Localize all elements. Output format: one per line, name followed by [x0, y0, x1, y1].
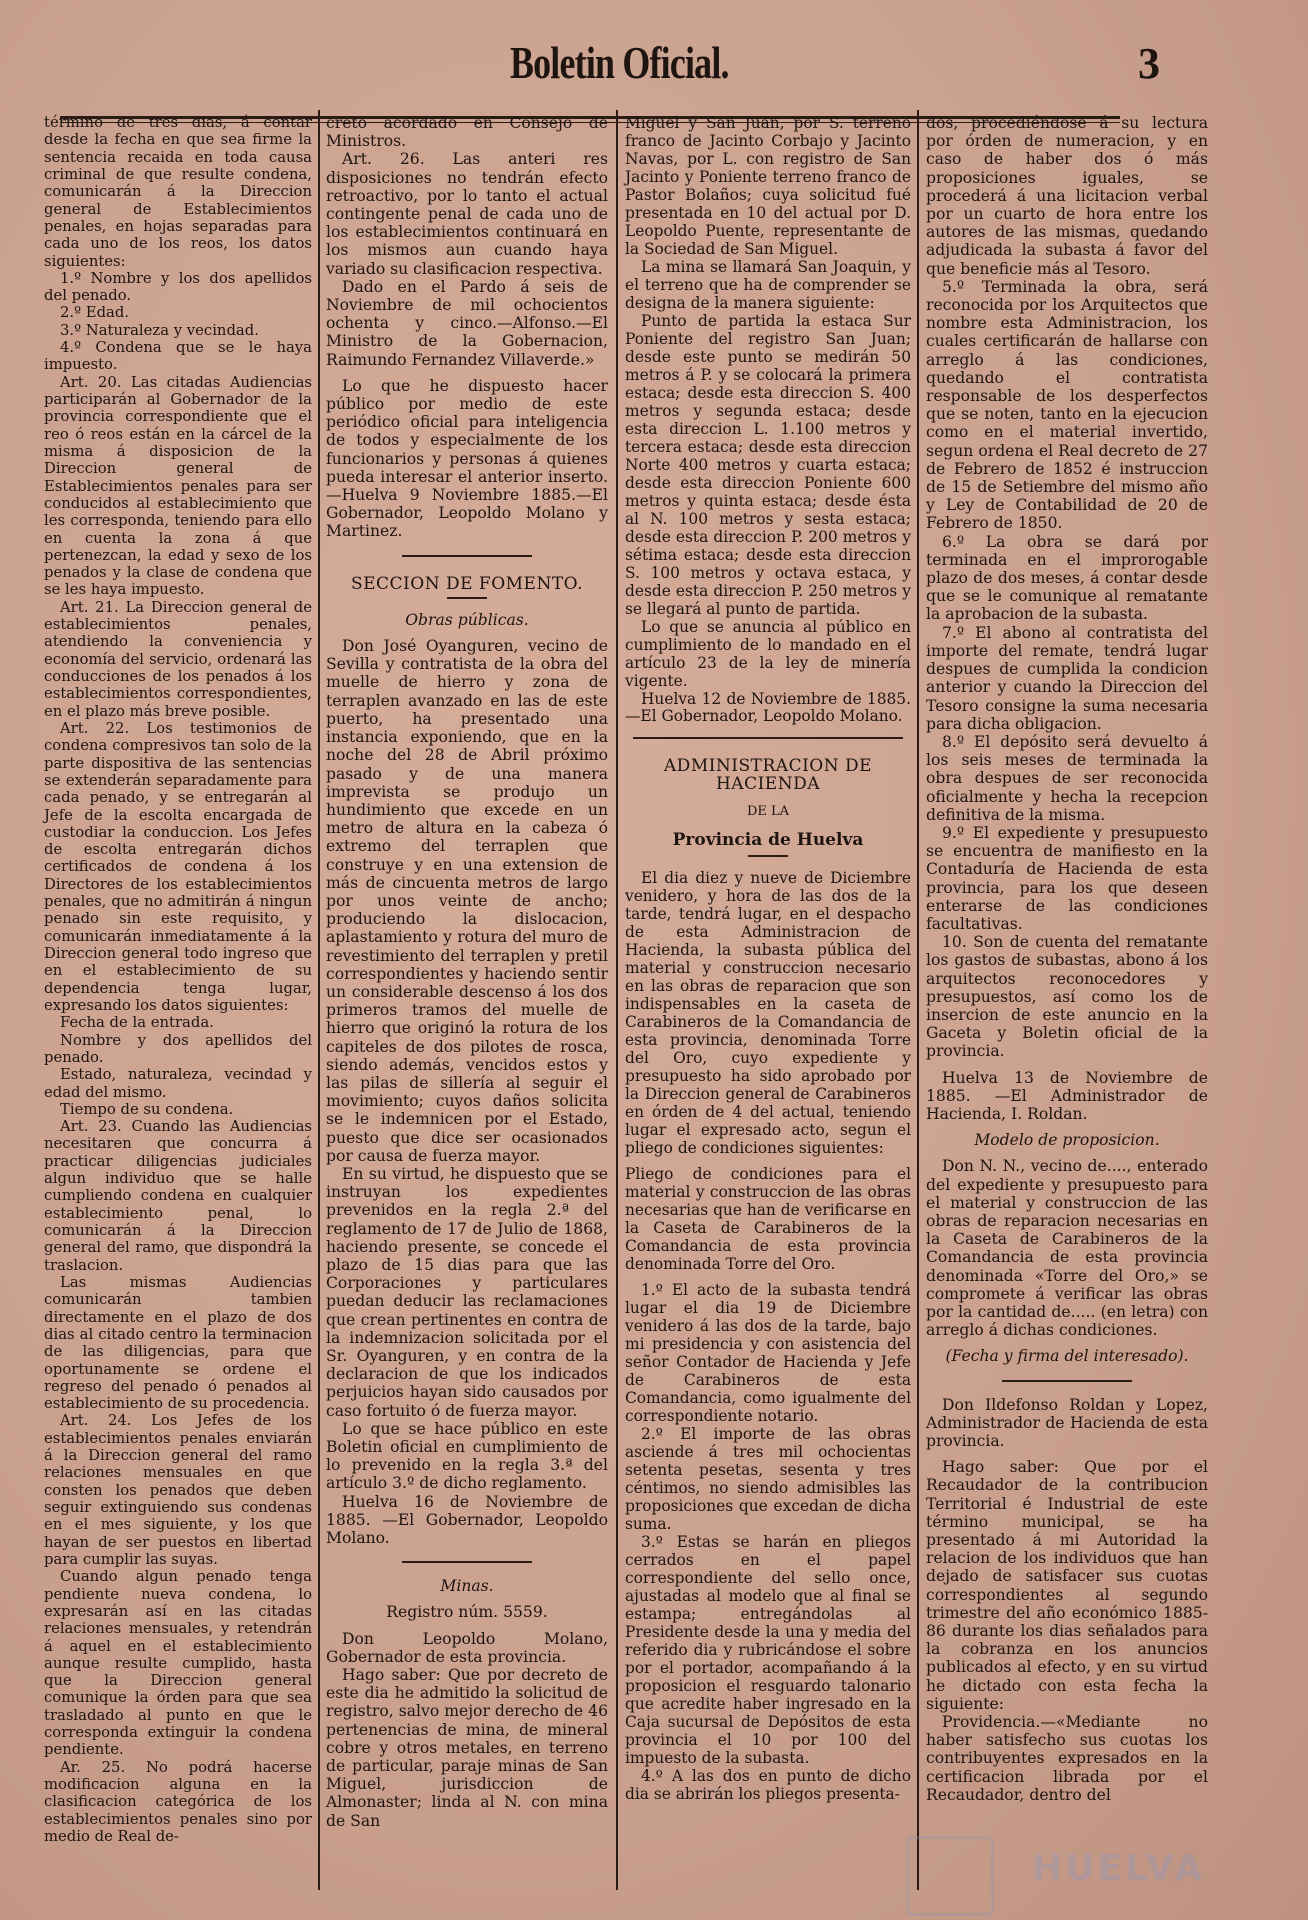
subsection-heading: Modelo de proposicion. [974, 1131, 1160, 1150]
column-2 [326, 114, 608, 1830]
paragraph: Pliego de condiciones para el material y construccion de las obras necesarias que han de verificarse en la Caseta de Carabineros de la Comandancia de esta provincia denominada Torre del Oro. [625, 1165, 911, 1274]
paragraph: término de tres dias, á contar desde la fecha en que sea firme la sentencia recaida en toda causa criminal de que resulte condena, comunicarán á la Direccion general de Establecimientos penales, en hojas separadas para cada uno de los reos, los datos siguientes: [44, 114, 312, 270]
paragraph: Art. 23. Cuando las Audiencias necesitaren que concurra á practicar diligencias judiciales algun individuo que se halle cumpliendo condena en cualquier establecimiento penal, lo comunicarán á la Direccion general del ramo, que dispondrá la traslacion. [44, 1118, 312, 1274]
paragraph: Art. 22. Los testimonios de condena compresivos tan solo de la parte dispositiva de las sentencias se extenderán separadamente para cada penado, y se entregarán al Jefe de la escolta encargada de custodiar la conduccion. Los Jefes de escolta entregarán dichos certificados de condena á los Directores de los establecimientos penales, que no admitirán á ningun penado sin este requisito, y comunicarán inmediatamente á la Direccion general todo ingreso que en el establecimiento de su dependencia tenga lugar, expresando los datos siguientes: [44, 719, 312, 1014]
paragraph: Providencia.—«Mediante no haber satisfecho sus cuotas los contribuyentes expresados en la certificacion librada por el Recaudador, dentro del [926, 1713, 1208, 1804]
heading-rule [447, 597, 487, 599]
column-divider [318, 110, 320, 1890]
section-subheading: DE LA [746, 804, 790, 820]
paragraph: Lo que se anuncia al público en cumplimiento de lo mandado en el artículo 23 de la ley de minería vigente. [625, 617, 911, 690]
section-rule [402, 555, 532, 557]
masthead [0, 28, 1308, 98]
section-rule [1002, 1380, 1132, 1382]
subsection-heading: Obras públicas. [405, 610, 529, 629]
archive-watermark: HUELVA [1032, 1848, 1206, 1889]
section-heading: SECCION DE FOMENTO. [350, 573, 584, 594]
paragraph: 1.º Nombre y los dos apellidos del penado. [44, 269, 312, 305]
paragraph: Don Ildefonso Roldan y Lopez, Administrador de Hacienda de esta provincia. [926, 1395, 1208, 1451]
paragraph: Tiempo de su condena. [60, 1100, 234, 1118]
paragraph: Art. 24. Los Jefes de los establecimientos penales enviarán á la Direccion general del ramo relaciones mensuales en que consten los penados que deben seguir extinguiendo sus condenas en el mes siguiente, y los que hayan de ser puestos en libertad para cumplir las suyas. [44, 1412, 312, 1568]
paragraph: 7.º El abono al contratista del importe del remate, tendrá lugar despues de cumplida la condicion anterior y cuando la Direccion del Tesoro consigne la suma necesaria para dicha obligacion. [926, 623, 1208, 733]
paragraph: Dado en el Pardo á seis de Noviembre de mil ochocientos ochenta y cinco.—Alfonso.—El Ministro de la Gobernacion, Raimundo Fernandez Villaverde.» [326, 277, 608, 369]
paragraph: Don N. N., vecino de...., enterado del expediente y presupuesto para el material y construccion de las obras de reparacion necesarias en la Caseta de Carabineros de la Comandancia de esta provincia denominada «Torre del Oro,» se compromete á verificar las obras por la cantidad de..... (en letra) con arreglo á dichas condiciones. [926, 1157, 1208, 1340]
column-3 [625, 114, 911, 1803]
paragraph: Lo que he dispuesto hacer público por medio de este periódico oficial para inteligencia de todos y especialmente de los funcionarios y personas á quienes pueda interesar el anterior inserto.—Huelva 9 Noviembre 1885.—El Gobernador, Leopoldo Molano y Martinez. [326, 376, 608, 541]
column-divider [917, 110, 919, 1890]
paragraph: dos, procediéndose á su lectura por órden de numeracion, y en caso de haber dos ó más proposiciones iguales, se procederá á una licitacion verbal por un cuarto de hora entre los autores de las mismas, quedando adjudicada la subasta á favor del que beneficie más al Tesoro. [926, 114, 1208, 278]
paragraph: Hago saber: Que por decreto de este dia he admitido la solicitud de registro, salvo mejor derecho de 46 pertenencias de mina, de mineral cobre y otros metales, en terreno de particular, paraje minas de San Miguel, jurisdiccion de Almonaster; linda al N. con mina de San [326, 1666, 608, 1830]
section-rule [633, 737, 903, 739]
paragraph: El dia diez y nueve de Diciembre venidero, y hora de las dos de la tarde, tendrá lugar, en el despacho de esta Administracion de Hacienda, la subasta pública del material y construccion necesario en las obras de reparacion que son indispensables en la caseta de Carabineros de la Comandancia de esta provincia, denominada Torre del Oro, cuyo expediente y presupuesto ha sido aprobado por la Direccion general de Carabineros en órden de 4 del actual, teniendo lugar el expresado acto, segun el pliego de condiciones siguientes: [625, 869, 911, 1158]
subsection-heading: Minas. [440, 1577, 494, 1596]
paragraph: 2.º El importe de las obras asciende á tres mil ochocientas setenta pesetas, sesenta y tres céntimos, no siendo admisibles las proposiciones que excedan de dicha suma. [625, 1424, 911, 1533]
paragraph: Fecha de la entrada. [60, 1014, 214, 1032]
column-divider [616, 110, 618, 1890]
paragraph: 3.º Estas se harán en pliegos cerrados en el papel correspondiente del sello once, ajustadas al modelo que al final se estampa; entregándolas al Presidente desde la una y media del referido dia y rubricándose el sobre por el portador, acompañando á la proposicion el resguardo talonario que acredite haber ingresado en la Caja sucursal de Depósitos de esta provincia el 10 por 100 del impuesto de la subasta. [625, 1532, 911, 1767]
paragraph: Don José Oyanguren, vecino de Sevilla y contratista de la obra del muelle de hierro y zona de terraplen avanzado en las de este puerto, ha presentado una instancia exponiendo, que en la noche del 28 de Abril próximo pasado y de una manera imprevista se produjo un hundimiento que excede en un metro de altura en la cabeza ó extremo del terraplen que construye y en una extension de más de cincuenta metros de largo por unos veinte de ancho; produciendo la dislocacion, aplastamiento y rotura del muro de revestimiento del terraplen y pretil correspondientes y haciendo sentir un considerable descenso á los dos primeros tramos del muelle de hierro que originó la rotura de los capiteles de dos pilotes de rosca, siendo además, vencidos estos y las pilas de sillería al seguir el movimiento; cuyos daños solicita se le indemnicen por el Estado, puesto que dice ser ocasionados por causa de fuerza mayor. [326, 637, 608, 1165]
page-number: 3 [1138, 39, 1160, 88]
section-heading: ADMINISTRACION DE HACIENDA [663, 756, 873, 795]
paragraph: Las mismas Audiencias comunicarán tambien directamente en el plazo de dos dias al citado centro la terminacion de las diligencias, para que oportunamente se ordene el regreso del penado ó penados al establecimiento de su procedencia. [44, 1273, 312, 1413]
paragraph: creto acordado en Consejo de Ministros. [326, 114, 608, 151]
paragraph: 10. Son de cuenta del rematante los gastos de subastas, abono á los arquitectos reconocedores y presupuestos, así como los de insercion de este anuncio en la Gaceta y Boletin oficial de la provincia. [926, 933, 1208, 1061]
paragraph: 4.º A las dos en punto de dicho dia se abrirán los pliegos presenta- [625, 1766, 911, 1803]
paragraph: Art. 26. Las anteri res disposiciones no tendrán efecto retroactivo, por lo tanto el actual contingente penal de cada uno de los establecimientos continuará en los mismos aun cuando haya variado su clasificacion respectiva. [326, 150, 608, 278]
paragraph: 1.º El acto de la subasta tendrá lugar el dia 19 de Diciembre venidero á las dos de la tarde, bajo mi presidencia y con asistencia del señor Contador de Hacienda y Jefe de Carabineros de esta Comandancia, como igualmente del correspondiente notario. [625, 1281, 911, 1425]
paragraph: La mina se llamará San Joaquin, y el terreno que ha de comprender se designa de la manera siguiente: [625, 257, 911, 312]
paragraph: Lo que se hace público en este Boletin oficial en cumplimiento de lo prevenido en la regla 3.ª del artículo 3.º de dicho reglamento. [326, 1419, 608, 1493]
paragraph: 3.º Naturaleza y vecindad. [60, 321, 259, 339]
paragraph: 6.º La obra se dará por terminada en el improrogable plazo de dos meses, á contar desde que se le comunique al rematante la aprobacion de la subasta. [926, 532, 1208, 624]
paragraph: Art. 20. Las citadas Audiencias participarán al Gobernador de la provincia correspondiente que el reo ó reos están en la cárcel de la misma á disposicion de la Direccion general de Establecimientos penales para ser conducidos al establecimiento que les corresponda, teniendo para ello en cuenta la zona á que pertenezcan, la edad y sexo de los penados y la clase de condena que se les haya impuesto. [44, 373, 312, 599]
column-4 [926, 114, 1208, 1804]
paragraph: Ar. 25. No podrá hacerse modificacion alguna en la clasificacion categórica de los establecimientos penales sino por medio de Real de- [44, 1758, 312, 1845]
paragraph: Miguel y San Juan, por S. terreno franco de Jacinto Corbajo y Jacinto Navas, por L. con registro de San Jacinto y Poniente terreno franco de Pastor Bolaños; cuya solicitud fué presentada en 10 del actual por D. Leopoldo Puente, representante de la Sociedad de San Miguel. [625, 114, 911, 258]
newspaper-title: Boletin Oficial. [510, 37, 729, 88]
signature: Huelva 13 de Noviembre de 1885. —El Administrador de Hacienda, I. Roldan. [926, 1068, 1208, 1123]
paragraph: Don Leopoldo Molano, Gobernador de esta provincia. [326, 1629, 608, 1666]
paragraph: 9.º El expediente y presupuesto se encuentra de manifiesto en la Contaduría de Hacienda de esta provincia, para los que deseen enterarse de las condiciones facultativas. [926, 823, 1208, 933]
paragraph: En su virtud, he dispuesto que se instruyan los expedientes prevenidos en la regla 2.ª del reglamento de 17 de Julio de 1868, haciendo presente, se concede el plazo de 15 dias para que las Corporaciones y particulares puedan deducir las reclamaciones que crean pertinentes en contra de la indemnizacion solicitada por el Sr. Oyanguren, y en contra de la declaracion de que los indicados perjuicios hayan sido causados por caso fortuito ó de fuerza mayor. [326, 1164, 608, 1420]
paragraph: Huelva 12 de Noviembre de 1885. —El Gobernador, Leopoldo Molano. [625, 689, 911, 726]
paragraph: Huelva 16 de Noviembre de 1885. —El Gobernador, Leopoldo Molano. [326, 1492, 608, 1548]
registry-number: Registro núm. 5559. [386, 1603, 548, 1622]
paragraph: Hago saber: Que por el Recaudador de la contribucion Territorial é Industrial de este término municipal, se ha presentado á mi Autoridad la relacion de los individuos que han dejado de satisfacer sus cuotas correspondientes al segundo trimestre del año económico 1885-86 durante los dias señalados para la cobranza en los anuncios publicados al efecto, y en su virtud he dictado con esta fecha la siguiente: [926, 1458, 1208, 1713]
paragraph: 5.º Terminada la obra, será reconocida por los Arquitectos que nombre esta Administracion, los cuales certificarán de hallarse con arreglo á las condiciones, quedando el contratista responsable de los desperfectos que se noten, tanto en la ejecucion como en el material invertido, segun ordena el Real decreto de 27 de Febrero de 1852 é instruccion de 15 de Setiembre del mismo año y Ley de Contabilidad de 20 de Febrero de 1850. [926, 277, 1208, 533]
heading-rule [748, 855, 788, 857]
paragraph: Art. 21. La Direccion general de establecimientos penales, atendiendo la conveniencia y economía del servicio, ordenará las conducciones de los penados á los establecimientos correspondientes, en el plazo más breve posible. [44, 598, 312, 720]
paragraph: Estado, naturaleza, vecindad y edad del mismo. [44, 1066, 312, 1101]
archive-emblem [906, 1836, 994, 1916]
column-1 [44, 114, 312, 1845]
paragraph: Cuando algun penado tenga pendiente nueva condena, lo expresarán así en las citadas relaciones mensuales, y retendrán á aquel en el establecimiento aunque resulte cumplido, hasta que la Direccion general comunique la órden para que sea trasladado al punto en que le corresponda extinguir la condena pendiente. [44, 1568, 312, 1759]
paragraph: 8.º El depósito será devuelto á los seis meses de terminada la obra despues de ser reconocida oficialmente y hecha la recepcion definitiva de la misma. [926, 732, 1208, 824]
paragraph: Punto de partida la estaca Sur Poniente del registro San Juan; desde este punto se medirán 50 metros á P. y se colocará la primera estaca; desde esta direccion S. 400 metros y segunda estaca; desde esta direccion L. 1.100 metros y tercera estaca; desde esta direccion Norte 400 metros y cuarta estaca; desde esta direccion Poniente 600 metros y quinta estaca; desde ésta al N. 100 metros y sesta estaca; desde esta direccion P. 200 metros y sétima estaca; desde esta direccion S. 100 metros y octava estaca, y desde esta direccion P. 250 metros y se llegará al punto de partida. [625, 311, 911, 618]
section-rule [402, 1561, 532, 1563]
section-heading-province: Provincia de Huelva [672, 830, 864, 851]
paragraph: 2.º Edad. [60, 304, 130, 322]
paragraph: Nombre y dos apellidos del penado. [44, 1031, 312, 1066]
paragraph: 4.º Condena que se le haya impuesto. [44, 339, 312, 374]
signature-line: (Fecha y firma del interesado). [945, 1347, 1189, 1366]
